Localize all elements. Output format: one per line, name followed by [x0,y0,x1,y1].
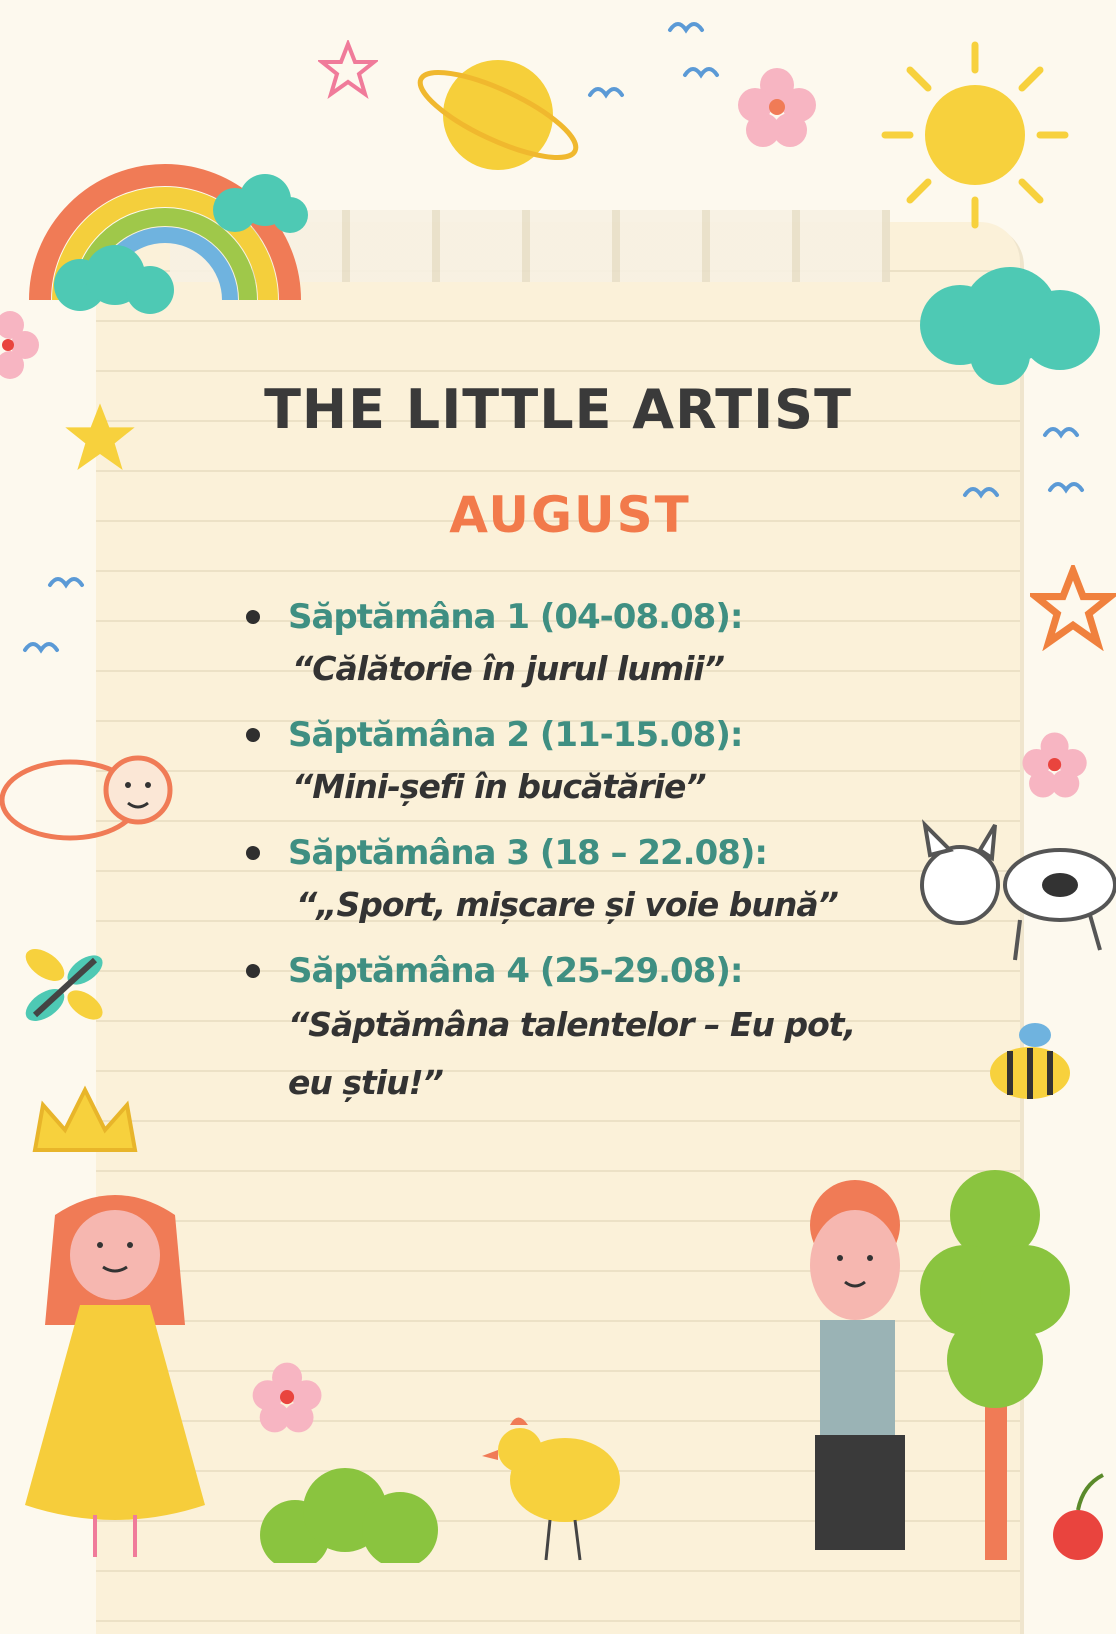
cherry-icon [1040,1470,1116,1563]
sun-icon [880,40,1070,230]
cloud-icon [910,260,1110,390]
month-subtitle: AUGUST [449,486,691,544]
rainbow-icon [20,60,310,340]
bush-icon [255,1465,445,1563]
weeks-list [240,592,940,1112]
birds-icon [580,5,740,115]
star-icon [318,40,378,100]
week-theme: “Săptămâna talentelor – Eu pot, eu știu!” [288,1005,856,1102]
bullet-icon [246,728,260,742]
bee-icon [985,1015,1075,1110]
pig-doodle-icon [0,745,190,860]
planet-icon [410,40,590,190]
star-icon [1030,565,1116,651]
page-title: THE LITTLE ARTIST [264,378,852,441]
list-item [240,592,940,696]
list-item [240,946,940,1112]
bullet-icon [246,846,260,860]
week-label: Săptămâna 1 (04-08.08): [288,597,743,637]
chicken-icon [480,1410,630,1563]
week-theme: “„Sport, mișcare și voie bună” [296,885,838,924]
week-label: Săptămâna 3 (18 – 22.08): [288,833,768,873]
crown-icon [25,1080,145,1170]
flower-icon [735,65,820,150]
flower-icon [250,1360,325,1435]
week-theme: “Mini-șefi în bucătărie” [292,767,706,806]
flower-icon [0,310,40,380]
list-item [240,710,940,814]
week-theme: “Călătorie în jurul lumii” [292,649,724,688]
girl-doodle-icon [15,1185,215,1563]
bullet-icon [246,964,260,978]
flower-icon [1020,730,1090,800]
dragonfly-icon [15,940,110,1035]
week-label: Săptămâna 2 (11-15.08): [288,715,743,755]
birds-icon [0,565,100,665]
bullet-icon [246,610,260,624]
list-item [240,828,940,932]
week-label: Săptămâna 4 (25-29.08): [288,951,743,991]
